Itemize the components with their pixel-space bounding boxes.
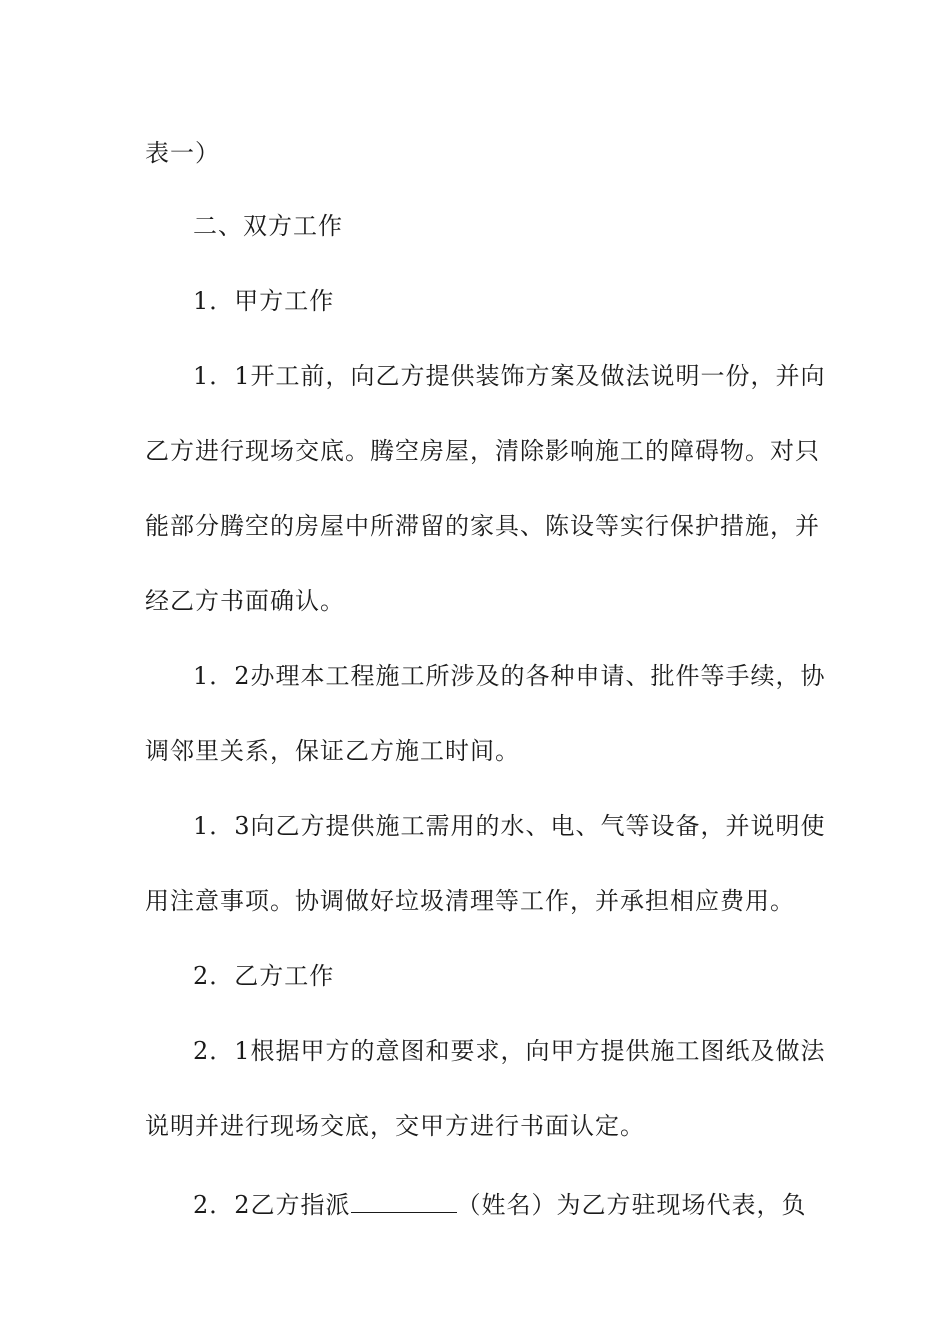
text-segment: 2．2乙方指派 [193,1191,351,1219]
text-line-with-blank [193,1186,805,1220]
section-heading: 二、双方工作 [193,212,343,240]
text-line: 乙方进行现场交底。腾空房屋，清除影响施工的障碍物。对只 [145,437,820,465]
text-segment: （姓名）为乙方驻现场代表，负 [456,1191,807,1219]
text-line: 表一） [145,139,220,167]
text-line: 能部分腾空的房屋中所滞留的家具、陈设等实行保护措施，并 [145,512,820,540]
text-line: 说明并进行现场交底，交甲方进行书面认定。 [145,1112,645,1140]
text-line: 用注意事项。协调做好垃圾清理等工作，并承担相应费用。 [145,887,795,915]
name-blank-field [351,1186,457,1213]
subsection-heading: 1．甲方工作 [193,287,335,315]
text-line: 1．2办理本工程施工所涉及的各种申请、批件等手续，协 [193,662,826,690]
text-line: 调邻里关系，保证乙方施工时间。 [145,737,520,765]
text-line: 1．3向乙方提供施工需用的水、电、气等设备，并说明使 [193,812,826,840]
text-line: 1．1开工前，向乙方提供装饰方案及做法说明一份，并向 [193,362,826,390]
text-line: 2．1根据甲方的意图和要求，向甲方提供施工图纸及做法 [193,1037,826,1065]
subsection-heading: 2．乙方工作 [193,962,335,990]
text-line: 经乙方书面确认。 [145,587,345,615]
